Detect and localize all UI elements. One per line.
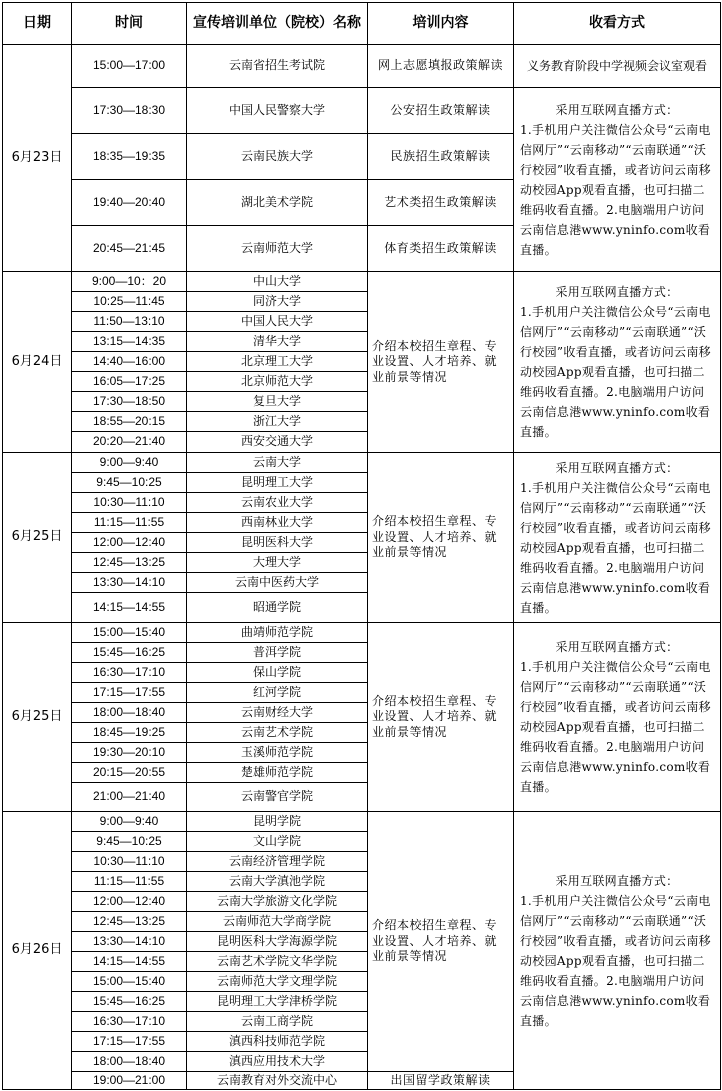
time-cell: 15:00—15:40 bbox=[72, 623, 187, 643]
unit-cell: 云南师范大学商学院 bbox=[187, 912, 368, 932]
time-cell: 17:15—17:55 bbox=[72, 1032, 187, 1052]
content-cell-overseas: 出国留学政策解读 bbox=[368, 1072, 514, 1090]
time-cell: 15:00—17:00 bbox=[72, 45, 187, 88]
time-cell: 9:45—10:25 bbox=[72, 832, 187, 852]
unit-cell: 昆明理工大学津桥学院 bbox=[187, 992, 368, 1012]
unit-cell: 云南财经大学 bbox=[187, 703, 368, 723]
unit-cell: 昭通学院 bbox=[187, 593, 368, 623]
unit-cell: 普洱学院 bbox=[187, 643, 368, 663]
unit-cell: 同济大学 bbox=[187, 292, 368, 312]
unit-cell: 北京理工大学 bbox=[187, 352, 368, 372]
content-cell-intro: 介绍本校招生章程、专业设置、人才培养、就业前景等情况 bbox=[368, 812, 514, 1072]
time-cell: 12:45—13:25 bbox=[72, 553, 187, 573]
time-cell: 13:30—14:10 bbox=[72, 932, 187, 952]
time-cell: 19:30—20:10 bbox=[72, 743, 187, 763]
table-row bbox=[3, 453, 721, 473]
time-cell: 20:15—20:55 bbox=[72, 763, 187, 783]
unit-cell: 曲靖师范学院 bbox=[187, 623, 368, 643]
unit-cell: 云南大学旅游文化学院 bbox=[187, 892, 368, 912]
unit-cell: 云南大学滇池学院 bbox=[187, 872, 368, 892]
time-cell: 10:30—11:10 bbox=[72, 493, 187, 513]
table-row bbox=[3, 88, 721, 134]
time-cell: 15:45—16:25 bbox=[72, 992, 187, 1012]
unit-cell: 玉溪师范学院 bbox=[187, 743, 368, 763]
time-cell: 10:30—11:10 bbox=[72, 852, 187, 872]
time-cell: 18:55—20:15 bbox=[72, 412, 187, 432]
time-cell: 18:45—19:25 bbox=[72, 723, 187, 743]
content-cell-intro: 介绍本校招生章程、专业设置、人才培养、就业前景等情况 bbox=[368, 453, 514, 623]
table-row bbox=[3, 812, 721, 832]
unit-cell: 云南警官学院 bbox=[187, 783, 368, 812]
method-cell-online bbox=[514, 812, 721, 1090]
method-body: 1.手机用户关注微信公众号“云南电信网厅”“云南移动”“云南联通”“沃行校园”收看直播，或者访问云南移动校园App观看直播，也可扫描二维码收看直播。2.电脑端用户访问云南信息港www.yninfo.com收看直播。 bbox=[520, 480, 711, 615]
time-cell: 11:15—11:55 bbox=[72, 872, 187, 892]
date-cell: 6月26日 bbox=[3, 812, 72, 1090]
unit-cell: 西南林业大学 bbox=[187, 513, 368, 533]
unit-cell: 中国人民警察大学 bbox=[187, 88, 368, 134]
time-cell: 9:00—10：20 bbox=[72, 272, 187, 292]
unit-cell: 浙江大学 bbox=[187, 412, 368, 432]
unit-cell: 楚雄师范学院 bbox=[187, 763, 368, 783]
time-cell: 9:00—9:40 bbox=[72, 453, 187, 473]
time-cell: 13:30—14:10 bbox=[72, 573, 187, 593]
time-cell: 12:45—13:25 bbox=[72, 912, 187, 932]
time-cell: 16:05—17:25 bbox=[72, 372, 187, 392]
unit-cell: 云南工商学院 bbox=[187, 1012, 368, 1032]
table-row bbox=[3, 272, 721, 292]
method-title: 采用互联网直播方式： bbox=[555, 102, 679, 117]
unit-cell: 云南艺术学院 bbox=[187, 723, 368, 743]
date-cell: 6月23日 bbox=[3, 45, 72, 272]
time-cell: 17:15—17:55 bbox=[72, 683, 187, 703]
time-cell: 18:00—18:40 bbox=[72, 1052, 187, 1072]
unit-cell: 云南省招生考试院 bbox=[187, 45, 368, 88]
time-cell: 11:15—11:55 bbox=[72, 513, 187, 533]
time-cell: 12:00—12:40 bbox=[72, 892, 187, 912]
unit-cell: 云南中医药大学 bbox=[187, 573, 368, 593]
unit-cell: 文山学院 bbox=[187, 832, 368, 852]
time-cell: 11:50—13:10 bbox=[72, 312, 187, 332]
content-cell-intro: 介绍本校招生章程、专业设置、人才培养、就业前景等情况 bbox=[368, 272, 514, 453]
time-cell: 9:45—10:25 bbox=[72, 473, 187, 493]
unit-cell: 云南大学 bbox=[187, 453, 368, 473]
unit-cell: 云南师范大学 bbox=[187, 226, 368, 272]
header-method: 收看方式 bbox=[514, 3, 721, 45]
unit-cell: 湖北美术学院 bbox=[187, 180, 368, 226]
table-row bbox=[3, 623, 721, 643]
method-cell-online bbox=[514, 623, 721, 812]
time-cell: 20:20—21:40 bbox=[72, 432, 187, 453]
time-cell: 20:45—21:45 bbox=[72, 226, 187, 272]
unit-cell: 云南民族大学 bbox=[187, 134, 368, 180]
method-body: 1.手机用户关注微信公众号“云南电信网厅”“云南移动”“云南联通”“沃行校园”收看直播，或者访问云南移动校园App观看直播，也可扫描二维码收看直播。2.电脑端用户访问云南信息港www.yninfo.com收看直播。 bbox=[520, 893, 711, 1028]
content-cell: 网上志愿填报政策解读 bbox=[368, 45, 514, 88]
method-title: 采用互联网直播方式： bbox=[555, 640, 679, 654]
unit-cell: 云南教育对外交流中心 bbox=[187, 1072, 368, 1090]
method-body: 1.手机用户关注微信公众号“云南电信网厅”“云南移动”“云南联通”“沃行校园”收看直播，或者访问云南移动校园App观看直播，也可扫描二维码收看直播。2.电脑端用户访问云南信息港www.yninfo.com收看直播。 bbox=[520, 305, 711, 439]
time-cell: 18:35—19:35 bbox=[72, 134, 187, 180]
unit-cell: 昆明医科大学海源学院 bbox=[187, 932, 368, 952]
time-cell: 9:00—9:40 bbox=[72, 812, 187, 832]
content-cell: 体育类招生政策解读 bbox=[368, 226, 514, 272]
date-cell: 6月25日 bbox=[3, 453, 72, 623]
header-row bbox=[3, 3, 721, 45]
method-body: 1.手机用户关注微信公众号“云南电信网厅”“云南移动”“云南联通”“沃行校园”收看直播，或者访问云南移动校园App观看直播，也可扫描二维码收看直播。2.电脑端用户访问云南信息港www.yninfo.com收看直播。 bbox=[520, 122, 711, 257]
time-cell: 17:30—18:50 bbox=[72, 392, 187, 412]
time-cell: 15:00—15:40 bbox=[72, 972, 187, 992]
unit-cell: 昆明学院 bbox=[187, 812, 368, 832]
content-cell: 民族招生政策解读 bbox=[368, 134, 514, 180]
time-cell: 19:00—21:00 bbox=[72, 1072, 187, 1090]
date-cell: 6月24日 bbox=[3, 272, 72, 453]
time-cell: 19:40—20:40 bbox=[72, 180, 187, 226]
method-body: 1.手机用户关注微信公众号“云南电信网厅”“云南移动”“云南联通”“沃行校园”收看直播，或者访问云南移动校园App观看直播，也可扫描二维码收看直播。2.电脑端用户访问云南信息港www.yninfo.com收看直播。 bbox=[520, 660, 711, 794]
time-cell: 10:25—11:45 bbox=[72, 292, 187, 312]
unit-cell: 大理大学 bbox=[187, 553, 368, 573]
header-date: 日期 bbox=[3, 3, 72, 45]
unit-cell: 北京师范大学 bbox=[187, 372, 368, 392]
unit-cell: 昆明医科大学 bbox=[187, 533, 368, 553]
time-cell: 14:15—14:55 bbox=[72, 952, 187, 972]
header-content: 培训内容 bbox=[368, 3, 514, 45]
method-cell-online bbox=[514, 453, 721, 623]
time-cell: 18:00—18:40 bbox=[72, 703, 187, 723]
unit-cell: 昆明理工大学 bbox=[187, 473, 368, 493]
unit-cell: 云南经济管理学院 bbox=[187, 852, 368, 872]
time-cell: 17:30—18:30 bbox=[72, 88, 187, 134]
unit-cell: 红河学院 bbox=[187, 683, 368, 703]
unit-cell: 中山大学 bbox=[187, 272, 368, 292]
time-cell: 13:15—14:35 bbox=[72, 332, 187, 352]
method-cell-online bbox=[514, 272, 721, 453]
unit-cell: 滇西应用技术大学 bbox=[187, 1052, 368, 1072]
time-cell: 12:00—12:40 bbox=[72, 533, 187, 553]
time-cell: 16:30—17:10 bbox=[72, 1012, 187, 1032]
time-cell: 21:00—21:40 bbox=[72, 783, 187, 812]
unit-cell: 云南农业大学 bbox=[187, 493, 368, 513]
time-cell: 14:15—14:55 bbox=[72, 593, 187, 623]
unit-cell: 云南师范大学文理学院 bbox=[187, 972, 368, 992]
method-title: 采用互联网直播方式： bbox=[555, 873, 679, 888]
content-cell-intro: 介绍本校招生章程、专业设置、人才培养、就业前景等情况 bbox=[368, 623, 514, 812]
content-cell: 公安招生政策解读 bbox=[368, 88, 514, 134]
schedule-table bbox=[2, 2, 721, 1090]
date-cell: 6月25日 bbox=[3, 623, 72, 812]
header-time: 时间 bbox=[72, 3, 187, 45]
method-title: 采用互联网直播方式： bbox=[555, 460, 679, 475]
time-cell: 14:40—16:00 bbox=[72, 352, 187, 372]
content-cell: 艺术类招生政策解读 bbox=[368, 180, 514, 226]
method-title: 采用互联网直播方式： bbox=[555, 285, 679, 299]
unit-cell: 中国人民大学 bbox=[187, 312, 368, 332]
unit-cell: 清华大学 bbox=[187, 332, 368, 352]
unit-cell: 云南艺术学院文华学院 bbox=[187, 952, 368, 972]
method-cell-online bbox=[514, 88, 721, 272]
time-cell: 15:45—16:25 bbox=[72, 643, 187, 663]
unit-cell: 西安交通大学 bbox=[187, 432, 368, 453]
table-row bbox=[3, 45, 721, 88]
unit-cell: 保山学院 bbox=[187, 663, 368, 683]
header-unit: 宣传培训单位（院校）名称 bbox=[187, 3, 368, 45]
method-cell-video: 义务教育阶段中学视频会议室观看 bbox=[514, 45, 721, 88]
unit-cell: 复旦大学 bbox=[187, 392, 368, 412]
unit-cell: 滇西科技师范学院 bbox=[187, 1032, 368, 1052]
time-cell: 16:30—17:10 bbox=[72, 663, 187, 683]
